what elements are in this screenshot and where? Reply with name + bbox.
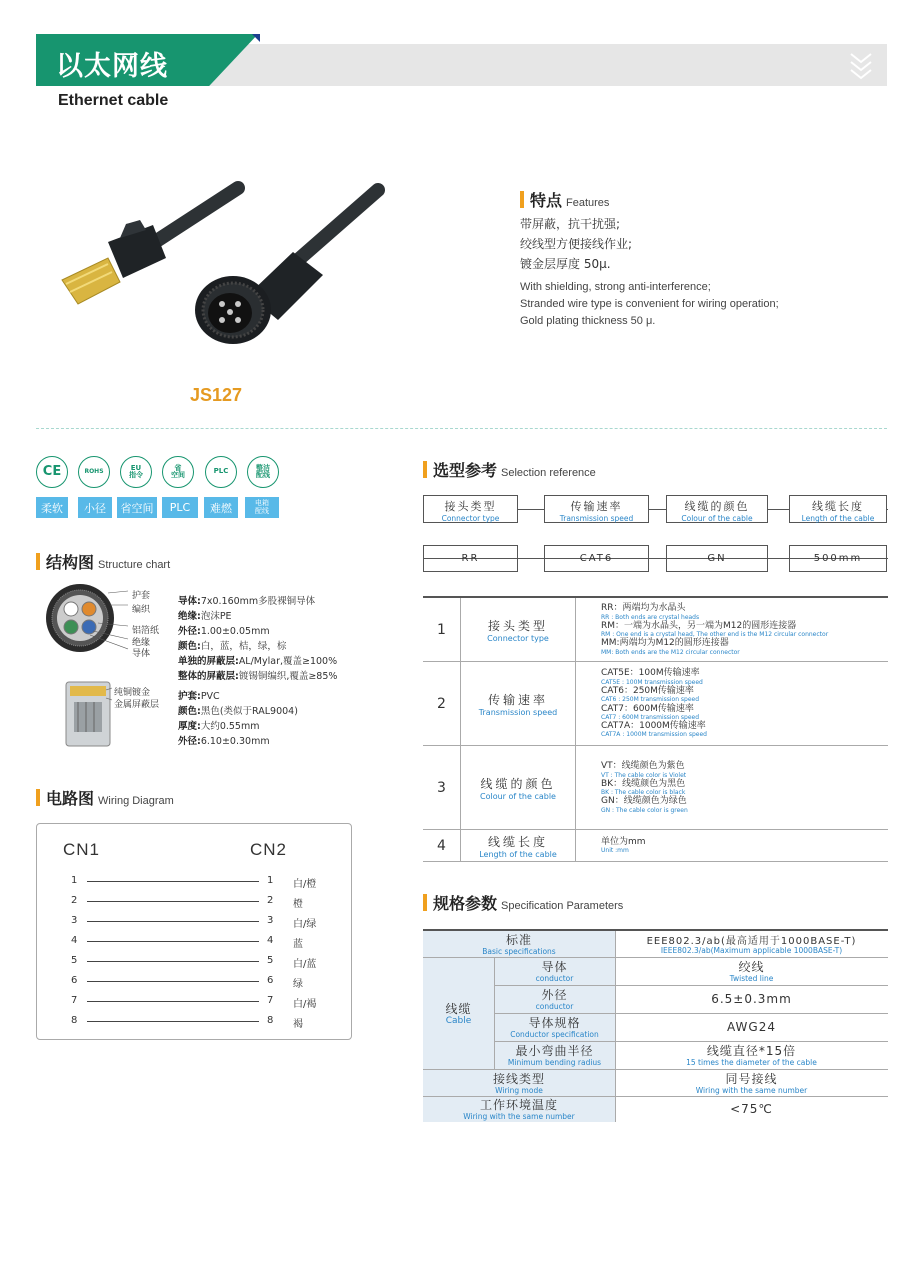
option-line-zh: RM：一端为水晶头，另一端为M12的圆形连接器 xyxy=(601,620,797,631)
feature-en-1: With shielding, strong anti-interference; xyxy=(520,281,711,293)
spec-value-zh: 绞线 xyxy=(738,960,765,975)
option-name-en: Length of the cable xyxy=(479,849,557,859)
spec-outer-diameter xyxy=(178,623,270,637)
wire-color: 褐 xyxy=(293,1019,303,1030)
specification-heading-en: Specification Parameters xyxy=(501,900,624,912)
option-line-en: BK : The cable color is black xyxy=(601,789,686,797)
option-name-zh: 线缆长度 xyxy=(487,834,548,849)
callout-insulation: 绝缘 xyxy=(132,638,151,648)
rohs-check-icon: ROHS xyxy=(78,456,110,488)
section-divider xyxy=(36,428,887,429)
features-heading xyxy=(520,188,609,211)
spec-key: 整体的屏蔽层: xyxy=(178,671,239,682)
option-line-zh: VT：线缆颜色为紫色 xyxy=(601,761,685,772)
spec-label-zh: 导体 xyxy=(541,960,568,975)
pin-b: 3 xyxy=(267,915,274,926)
spec-key: 厚度: xyxy=(178,721,201,732)
callout-braid: 编织 xyxy=(132,605,151,615)
pin-b: 4 xyxy=(267,935,274,946)
option-line-zh: MM:两端均为M12的圆形连接器 xyxy=(601,638,729,649)
spec-value: AL/Mylar,覆盖≥100% xyxy=(238,656,338,667)
wiring-heading xyxy=(36,786,174,809)
option-description xyxy=(601,662,707,745)
space-saving-icon: 省 空间 xyxy=(162,456,194,488)
spec-value-zh: <75℃ xyxy=(730,1102,773,1116)
spec-jacket xyxy=(178,688,220,702)
table-rule xyxy=(494,1013,888,1014)
option-number: 4 xyxy=(423,830,461,861)
option-line-zh: CAT7：600M传输速率 xyxy=(601,703,694,714)
spec-label-en: conductor xyxy=(535,974,574,984)
spec-value: PVC xyxy=(200,691,220,702)
spec-value-en: Wiring with the same number xyxy=(695,1085,808,1095)
heading-bar xyxy=(520,191,524,208)
pin-b: 1 xyxy=(267,875,274,886)
callout-gold-plating: 纯铜镀金 xyxy=(114,688,151,698)
spec-value-bending-radius xyxy=(615,1041,888,1069)
table-rule xyxy=(494,957,495,1069)
selection-box-en: Connector type xyxy=(441,514,500,523)
tag-soft: 柔软 xyxy=(36,497,68,518)
option-number: 3 xyxy=(423,746,461,829)
table-rule xyxy=(494,1041,888,1042)
option-line-en: VT : The cable color is Violet xyxy=(601,771,687,779)
spec-label-zh: 工作环境温度 xyxy=(479,1098,558,1113)
selection-box-en: Colour of the cable xyxy=(681,514,753,523)
spec-value: 镀锡铜编织,覆盖≥85% xyxy=(238,671,338,682)
option-line-en: RM : One end is a crystal head, The other end is the M12 circular connector xyxy=(601,631,829,639)
spec-value-zh: 线缆直径*15倍 xyxy=(706,1044,797,1059)
tag-small-diameter: 小径 xyxy=(78,497,112,518)
table-rule xyxy=(494,985,888,986)
option-line-zh: GN：线缆颜色为绿色 xyxy=(601,796,687,807)
option-description xyxy=(601,598,828,661)
chevron-down-icon[interactable] xyxy=(848,51,874,81)
spec-label-en: Basic specifications xyxy=(482,947,556,957)
option-line-en: GN : The cable color is green xyxy=(601,806,688,814)
wire-line xyxy=(87,961,259,962)
wire-color: 白/褐 xyxy=(293,999,317,1010)
wire-row xyxy=(37,995,353,1009)
wire-line xyxy=(87,981,259,982)
feature-en-3: Gold plating thickness 50 μ. xyxy=(520,315,656,327)
tag-flame-retardant: 难燃 xyxy=(204,497,238,518)
spec-value-conductor-spec xyxy=(615,1013,888,1041)
spec-value-en: Twisted line xyxy=(729,974,774,984)
feature-zh-3: 镀金层厚度 50μ. xyxy=(520,257,611,271)
wire-color: 白/绿 xyxy=(293,919,317,930)
spec-label-wiring-mode xyxy=(423,1069,615,1096)
spec-conductor xyxy=(178,593,315,607)
pin-a: 3 xyxy=(71,915,78,926)
selection-value-length: 500mm xyxy=(789,545,887,572)
spec-label-cable xyxy=(423,957,494,1069)
selection-heading-en: Selection reference xyxy=(501,467,596,479)
spec-value-en: IEEE802.3/ab(Maximum applicable 1000BASE-T) xyxy=(660,946,843,956)
selection-box-zh: 接头类型 xyxy=(444,500,497,513)
spec-label-en: Conductor specification xyxy=(510,1030,599,1040)
spec-value: 泡沫PE xyxy=(200,611,232,622)
table-rule xyxy=(423,1096,888,1097)
wire-line xyxy=(87,921,259,922)
wire-color: 白/蓝 xyxy=(293,959,317,970)
wire-row xyxy=(37,935,353,949)
wire-line xyxy=(87,901,259,902)
wire-line xyxy=(87,1021,259,1022)
option-row xyxy=(423,746,888,830)
spec-key: 绝缘: xyxy=(178,611,201,622)
feature-zh-2: 绞线型方便接线作业; xyxy=(520,237,633,251)
selection-heading-zh: 选型参考 xyxy=(433,461,498,480)
option-name-en: Colour of the cable xyxy=(480,791,556,801)
selection-value-color: GN xyxy=(666,545,768,572)
page-title: 以太网线 xyxy=(56,51,168,82)
wire-row xyxy=(37,875,353,889)
wire-row xyxy=(37,975,353,989)
callout-jacket: 护套 xyxy=(132,591,151,601)
option-name-en: Connector type xyxy=(487,633,549,643)
pin-a: 2 xyxy=(71,895,78,906)
wiring-heading-zh: 电路图 xyxy=(46,789,95,808)
selection-box-en: Length of the cable xyxy=(801,514,875,523)
selection-heading xyxy=(423,458,596,481)
spec-key: 外径: xyxy=(178,736,201,747)
selection-box-color xyxy=(666,495,768,523)
option-line-zh: RR：两端均为水晶头 xyxy=(601,603,686,614)
selection-box-length xyxy=(789,495,887,523)
callout-foil: 铝箔纸 xyxy=(132,626,160,636)
spec-key: 护套: xyxy=(178,691,201,702)
pin-b: 5 xyxy=(267,955,274,966)
spec-label-conductor xyxy=(494,957,615,985)
option-number: 2 xyxy=(423,662,461,745)
spec-label-en: Minimum bending radius xyxy=(507,1058,602,1068)
spec-value: 6.10±0.30mm xyxy=(200,736,270,747)
spec-label-zh: 线缆 xyxy=(445,1001,472,1016)
spec-colors xyxy=(178,638,286,652)
structure-heading-zh: 结构图 xyxy=(46,553,95,572)
wire-row xyxy=(37,1015,353,1029)
option-line-en: Unit :mm xyxy=(601,847,629,855)
option-line-en: RR : Both ends are crystal heads xyxy=(601,613,700,621)
option-name-zh: 传输速率 xyxy=(487,692,548,707)
spec-label-en: Cable xyxy=(445,1015,472,1026)
spec-jacket-color xyxy=(178,703,298,717)
heading-bar xyxy=(36,553,40,570)
wire-line xyxy=(87,1001,259,1002)
spec-label-en: Wiring mode xyxy=(495,1085,543,1095)
pin-a: 1 xyxy=(71,875,78,886)
spec-label-zh: 导体规格 xyxy=(528,1016,581,1031)
structure-heading-en: Structure chart xyxy=(98,559,171,571)
selection-box-zh: 线缆的颜色 xyxy=(684,500,750,513)
wire-row xyxy=(37,955,353,969)
callout-metal-shield: 金属屏蔽层 xyxy=(114,700,160,710)
spec-label-en: Wiring with the same number xyxy=(463,1112,575,1122)
spec-value-standard xyxy=(615,931,888,957)
option-description xyxy=(601,830,646,861)
selection-box-connector xyxy=(423,495,518,523)
page-subtitle: Ethernet cable xyxy=(58,92,169,109)
spec-value-en: 15 times the diameter of the cable xyxy=(686,1058,817,1068)
option-line-zh: CAT6：250M传输速率 xyxy=(601,685,694,696)
pin-a: 7 xyxy=(71,995,78,1006)
heading-bar xyxy=(36,789,40,806)
table-rule xyxy=(423,1069,888,1070)
pin-a: 8 xyxy=(71,1015,78,1026)
spec-insulation xyxy=(178,608,232,622)
feature-zh-1: 带屏蔽，抗干扰强; xyxy=(520,217,621,231)
spec-value-zh: AWG24 xyxy=(727,1020,776,1034)
product-model: JS127 xyxy=(190,385,243,405)
spec-label-bending-radius xyxy=(494,1041,615,1069)
wire-row xyxy=(37,895,353,909)
pin-a: 4 xyxy=(71,935,78,946)
spec-label-zh: 外径 xyxy=(541,988,568,1003)
wire-row xyxy=(37,915,353,929)
option-row xyxy=(423,830,888,862)
wire-color: 白/橙 xyxy=(293,879,317,890)
option-name xyxy=(461,598,576,661)
heading-bar xyxy=(423,894,427,911)
tag-cabinet-wiring: 电箱 配线 xyxy=(245,497,279,518)
spec-key: 颜色: xyxy=(178,641,201,652)
features-heading-zh: 特点 xyxy=(530,191,563,210)
pin-b: 7 xyxy=(267,995,274,1006)
option-line-en: CAT7A : 1000M transmission speed xyxy=(601,731,707,739)
specification-heading xyxy=(423,891,623,914)
option-line-zh: CAT7A：1000M传输速率 xyxy=(601,721,706,732)
tag-space-saving: 省空间 xyxy=(117,497,157,518)
option-line-en: CAT7 : 600M transmission speed xyxy=(601,713,700,721)
option-line-en: CAT6 : 250M transmission speed xyxy=(601,696,700,704)
option-line-en: MM: Both ends are the M12 circular connector xyxy=(601,648,740,656)
selection-value-speed: CAT6 xyxy=(544,545,649,572)
spec-value: 大约0.55mm xyxy=(200,721,260,732)
spec-label-standard xyxy=(423,931,615,957)
specification-table xyxy=(423,929,888,1121)
option-name xyxy=(461,662,576,745)
spec-label-zh: 标准 xyxy=(505,933,532,948)
spec-thickness xyxy=(178,718,259,732)
option-line-zh: BK：线缆颜色为黑色 xyxy=(601,778,686,789)
spec-label-outer-diameter xyxy=(494,985,615,1013)
spec-value-zh: 同号接线 xyxy=(725,1071,778,1086)
spec-value-zh: 6.5±0.3mm xyxy=(711,992,792,1006)
option-name xyxy=(461,746,576,829)
spec-value: 白，蓝，桔，绿，棕 xyxy=(200,641,287,652)
spec-label-conductor-spec xyxy=(494,1013,615,1041)
pin-b: 8 xyxy=(267,1015,274,1026)
tag-plc: PLC xyxy=(162,497,198,518)
option-name-en: Transmission speed xyxy=(478,707,558,717)
selection-box-zh: 线缆长度 xyxy=(812,500,864,513)
spec-key: 颜色: xyxy=(178,706,201,717)
product-image xyxy=(48,180,393,360)
option-line-zh: 单位为mm xyxy=(601,836,646,847)
callout-conductor: 导体 xyxy=(132,649,151,659)
pin-b: 6 xyxy=(267,975,274,986)
option-row xyxy=(423,598,888,662)
spec-value-wiring-mode xyxy=(615,1069,888,1096)
spec-value-temperature xyxy=(615,1096,888,1122)
table-rule xyxy=(423,957,888,958)
selection-box-speed xyxy=(544,495,649,523)
spec-value: 黑色(类似于RAL9004) xyxy=(200,706,298,717)
spec-label-en: conductor xyxy=(535,1002,574,1012)
specification-heading-zh: 规格参数 xyxy=(433,894,498,913)
cn2-label: CN2 xyxy=(250,840,288,859)
option-name-zh: 线缆的颜色 xyxy=(480,776,556,791)
spec-key: 导体: xyxy=(178,596,201,607)
option-line-en: CAT5E : 100M transmission speed xyxy=(601,678,703,686)
spec-label-zh: 最小弯曲半径 xyxy=(515,1044,594,1059)
wire-line xyxy=(87,941,259,942)
wire-color: 绿 xyxy=(293,979,303,990)
cn1-label: CN1 xyxy=(63,840,101,859)
structure-heading xyxy=(36,550,170,573)
selection-box-en: Transmission speed xyxy=(559,514,634,523)
selection-box-zh: 传输速率 xyxy=(570,500,623,513)
option-number: 1 xyxy=(423,598,461,661)
option-description xyxy=(601,746,688,829)
option-name-zh: 接头类型 xyxy=(487,618,548,633)
option-row xyxy=(423,662,888,746)
spec-jacket-diameter xyxy=(178,733,270,747)
plc-icon: PLC xyxy=(205,456,237,488)
option-line-zh: CAT5E：100M传输速率 xyxy=(601,668,700,679)
spec-overall-shield xyxy=(178,668,337,682)
spec-value: 7x0.160mm多股裸铜导体 xyxy=(200,596,316,607)
neat-wiring-icon: 整洁 配线 xyxy=(247,456,279,488)
feature-en-2: Stranded wire type is convenient for wiring operation; xyxy=(520,298,779,310)
spec-label-zh: 接线类型 xyxy=(492,1071,545,1086)
spec-key: 单独的屏蔽层: xyxy=(178,656,239,667)
wire-color: 橙 xyxy=(293,899,303,910)
spec-value: 1.00±0.05mm xyxy=(200,626,270,637)
table-rule xyxy=(615,931,616,1122)
option-table xyxy=(423,596,888,859)
wiring-heading-en: Wiring Diagram xyxy=(98,795,174,807)
pin-b: 2 xyxy=(267,895,274,906)
spec-label-temperature xyxy=(423,1096,615,1122)
spec-value-outer-diameter xyxy=(615,985,888,1013)
option-name xyxy=(461,830,576,861)
pin-a: 5 xyxy=(71,955,78,966)
pin-a: 6 xyxy=(71,975,78,986)
spec-key: 外径: xyxy=(178,626,201,637)
heading-bar xyxy=(423,461,427,478)
eu-directive-icon: EU 指令 xyxy=(120,456,152,488)
spec-value-conductor xyxy=(615,957,888,985)
spec-individual-shield xyxy=(178,653,337,667)
features-heading-en: Features xyxy=(566,197,610,209)
selection-value-connector: RR xyxy=(423,545,518,572)
ce-mark-icon: CE xyxy=(36,456,68,488)
wire-line xyxy=(87,881,259,882)
wiring-diagram xyxy=(36,823,352,1040)
spec-value-zh: EEE802.3/ab(最高适用于1000BASE-T) xyxy=(646,936,857,948)
wire-color: 蓝 xyxy=(293,939,303,950)
